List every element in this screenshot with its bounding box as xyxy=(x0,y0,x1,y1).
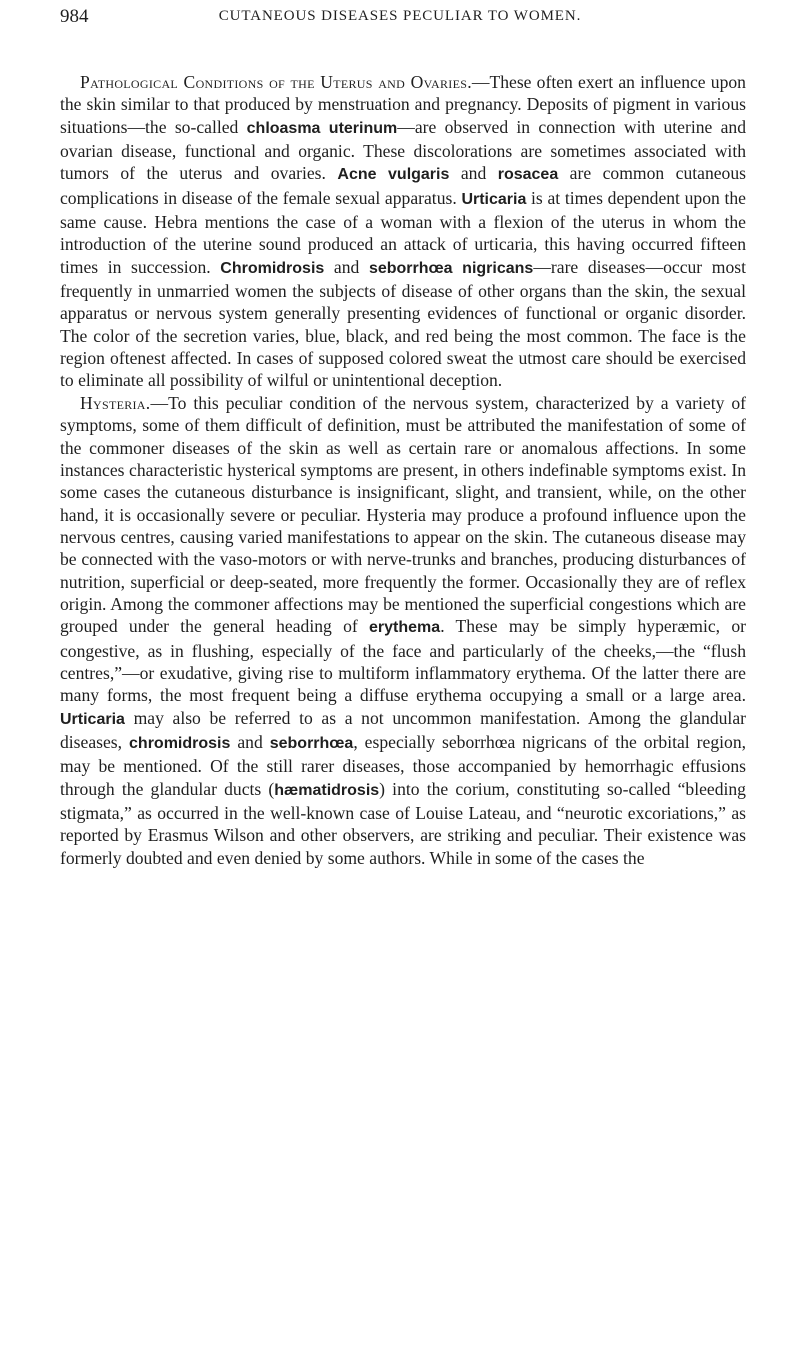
text-run: and xyxy=(449,163,498,184)
text-run: are common cutaneous complications in disease of the female sexual apparatus. xyxy=(60,163,746,208)
disease-term: rosacea xyxy=(497,166,559,184)
section-heading: Hysteria. xyxy=(80,392,151,413)
paragraph-hysteria xyxy=(60,392,746,869)
paragraph-uterus-ovaries xyxy=(60,71,746,392)
text-run: —To this peculiar condition of the nervous system, characterized by a variety of symptoms, some of them difficult of definition, must be attributed the manifestation of some of the commoner diseases of the skin as well as certain rare or anomalous affections. In some instances characteristic hysterical symptoms are present, in others indefinable symptoms exist. In some cases the cutaneous disturbance is insignificant, slight, and transient, while, on the other hand, it is occasionally severe or peculiar. Hysteria may produce a profound influence upon the nervous centres, causing varied manifestations to appear on the skin. The cutaneous disease may be connected with the vaso-motors or with nerve-trunks and branches, producing disturbances of nutrition, superficial or deep-seated, more frequently the former. Occasionally they are of reflex origin. Among the commoner affections may be mentioned the superficial congestions which are grouped under the general heading of xyxy=(60,392,746,637)
disease-term: hæmatidrosis xyxy=(274,781,380,799)
page-number: 984 xyxy=(60,6,89,27)
disease-term: Acne vulgaris xyxy=(337,166,450,184)
text-run: —are observed in connection with uterine and ovarian disease, functional and organic. These discolorations are sometimes associated with tumors of the uterus and ovaries. xyxy=(60,116,747,184)
text-run: . These may be simply hyperæmic, or congestive, as in flushing, especially of the face and particularly of the cheeks,—the “flush centres,”—or exudative, giving rise to multiform inflammatory erythema. Of the latter there are many forms, the most frequent being a diffuse erythema occupying a small or a large area. xyxy=(60,616,746,706)
disease-term: seborrhœa xyxy=(269,734,354,752)
text-run: is at times dependent upon the same cause. Hebra mentions the case of a woman with a flexion of the uterus in whom the introduction of the uterine sound produced an attack of urticaria, this having occurred fifteen times in succession. xyxy=(60,187,746,277)
disease-term: seborrhœa nigricans xyxy=(368,259,534,277)
text-run: may also be referred to as a not uncommon manifestation. Among the glandular diseases, xyxy=(60,707,746,752)
disease-term: Chromidrosis xyxy=(220,259,325,277)
text-run: ) into the corium, constituting so-called “bleeding stigmata,” as occurred in the well-known case of Louise Lateau, and “neurotic excoriations,” as reported by Erasmus Wilson and other observers, are striking and peculiar. Their existence was formerly doubted and even denied by some authors. While in some of the cases the xyxy=(60,778,746,868)
page-header xyxy=(60,6,740,40)
running-head: CUTANEOUS DISEASES PECULIAR TO WOMEN. xyxy=(218,8,582,24)
text-run: and xyxy=(230,731,270,752)
text-run: —These often exert an influence upon the skin similar to that produced by menstruation and pregnancy. Deposits of pigment in various situations—the so-called xyxy=(60,72,746,137)
disease-term: chromidrosis xyxy=(129,734,231,752)
text-run: —rare diseases—occur most frequently in unmarried women the subjects of disease of other organs than the skin, the sexual apparatus or nervous system generally presenting evidences of functional or organic disorder. The color of the secretion varies, blue, black, and red being the most common. The face is the region oftenest affected. In cases of supposed colored sweat the utmost care should be exercised to eliminate all possibility of wilful or unintentional deception. xyxy=(60,256,746,391)
text-run: , especially seborrhœa nigricans of the orbital region, may be mentioned. Of the still rarer diseases, those accompanied by hemorrhagic effusions through the glandular ducts ( xyxy=(60,731,747,799)
disease-term: Urticaria xyxy=(461,190,527,208)
section-heading: Pathological Conditions of the Uterus and Ovaries. xyxy=(80,72,472,92)
disease-term: chloasma uterinum xyxy=(246,119,398,137)
text-run: and xyxy=(324,256,369,277)
disease-term: Urticaria xyxy=(60,710,125,728)
disease-term: erythema xyxy=(369,619,441,637)
body-text xyxy=(60,71,746,869)
